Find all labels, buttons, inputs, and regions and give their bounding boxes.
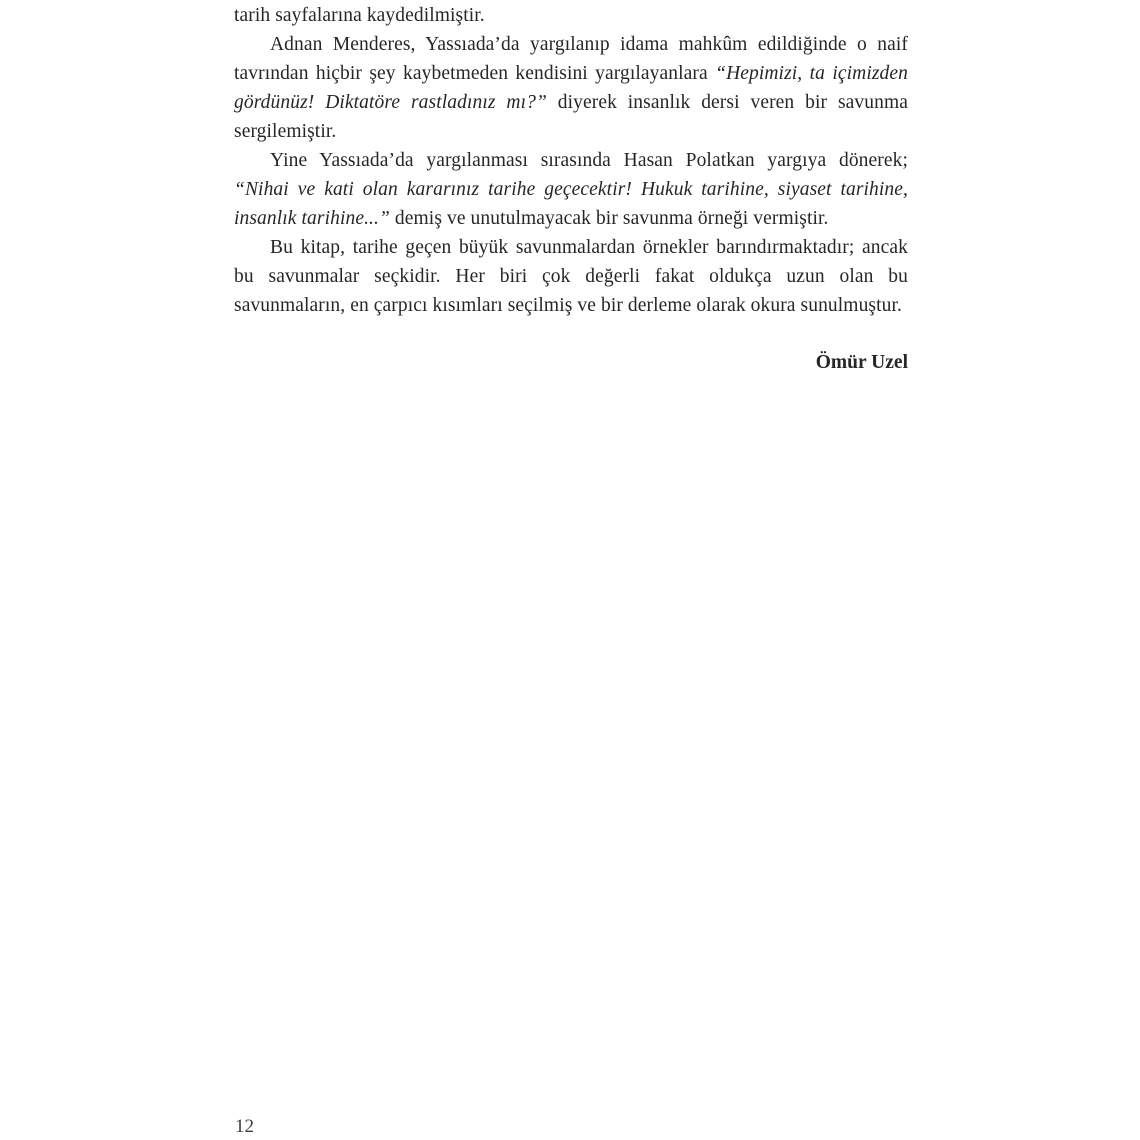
body-text-segment: diyerek insanlık dersi veren bir savunma sergilemiştir. [234,92,908,142]
text-block [234,1,908,377]
body-text-segment: Bu kitap, tarihe geçen büyük savunmalardan örnekler barındırmaktadır; ancak bu savunmalar seçkidir. Her biri çok değerli fakat oldukça uzun olan bu savunmaların, en çarpıcı kısımları seçilmiş ve bir derleme olarak okura sunulmuştur. [234,237,908,316]
body-text-segment: Adnan Menderes, Yassıada’da yargılanıp idama mahkûm edildiğinde o naif tavrından hiçbir şey kaybetmeden kendisini yargılayanlara [234,34,908,84]
paragraph [234,30,908,146]
body-text-segment: Yine Yassıada’da yargılanması sırasında Hasan Polatkan yargıya dönerek; [270,150,908,171]
paragraph [234,233,908,320]
paragraph [234,1,908,30]
quoted-italic-text: “Nihai ve kati olan kararınız tarihe geçecektir! Hukuk tarihine, siyaset tarihine, insanlık tarihine...” [234,179,908,229]
body-text-segment: tarih sayfalarına kaydedilmiştir. [234,5,485,26]
body-text-segment: demiş ve unutulmayacak bir savunma örneği vermiştir. [389,208,829,229]
author-signature: Ömür Uzel [815,352,908,373]
paragraph [234,146,908,233]
body-text [234,1,908,320]
quoted-italic-text: “Hepimizi, ta içimizden gördünüz! Diktatöre rastladınız mı?” [234,63,908,113]
page-number: 12 [235,1116,254,1137]
